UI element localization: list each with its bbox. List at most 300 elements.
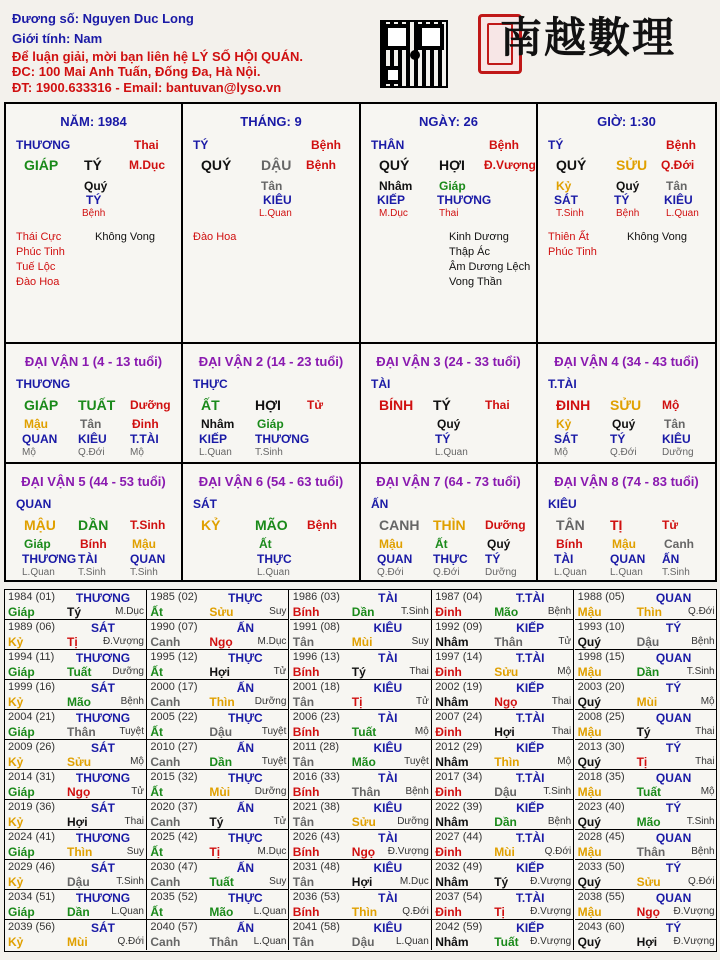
year-stage: Mộ	[700, 696, 715, 707]
year-stem: Đinh	[435, 905, 462, 919]
hidden-stem: Nhâm	[201, 417, 235, 431]
hidden-stage: L.Quan	[554, 567, 587, 578]
dai-van-stage: Bệnh	[307, 518, 337, 532]
year-branch: Mão	[494, 605, 519, 619]
year-ten-god: KIÊU	[373, 621, 403, 635]
year-stage: Đ.Vượng	[530, 906, 572, 917]
year-cell	[432, 650, 574, 680]
year-stem: Ất	[150, 785, 164, 799]
year-branch: Tuất	[636, 785, 662, 799]
hidden-stage: Bệnh	[616, 208, 640, 219]
year-branch: Dậu	[209, 725, 233, 739]
year-ten-god: TÝ	[665, 621, 682, 635]
year-cell	[147, 740, 289, 770]
year-ten-god: KIÊU	[373, 921, 403, 935]
year-stage: L.Quan	[395, 936, 429, 947]
pillar-stage-top: Bệnh	[311, 138, 341, 152]
year-cell	[575, 680, 717, 710]
year-stage: Bệnh	[691, 846, 715, 857]
hidden-god: TÝ	[610, 432, 626, 446]
year-cell	[147, 860, 289, 890]
pillar-ten-god: THÂN	[371, 138, 405, 152]
year-stem: Nhâm	[435, 635, 469, 649]
year-stem: Quý	[577, 755, 601, 769]
year-label: 2000 (17)	[150, 681, 198, 693]
year-branch: Hợi	[67, 815, 88, 829]
year-branch: Ngọ	[67, 785, 91, 799]
year-stage: Suy	[269, 876, 287, 887]
year-stage: Đ.Vượng	[387, 846, 429, 857]
hidden-stage: L.Quan	[610, 567, 643, 578]
year-stage: Mộ	[130, 756, 144, 767]
year-branch: Mùi	[67, 935, 88, 949]
year-ten-god: TÀI	[378, 591, 398, 605]
dai-van-6	[183, 464, 361, 582]
dai-van-3	[361, 344, 538, 464]
year-branch: Thìn	[494, 755, 520, 769]
year-cell	[5, 680, 147, 710]
year-cell	[5, 770, 147, 800]
year-branch: Mùi	[494, 845, 515, 859]
hidden-stage: L.Quan	[259, 208, 292, 219]
pillar-stem: GIÁP	[24, 157, 59, 173]
annual-luck-grid	[4, 589, 717, 952]
hidden-stage: Mộ	[130, 447, 144, 458]
pillar-stem: QUÝ	[556, 157, 587, 173]
year-stem: Canh	[150, 875, 181, 889]
year-stem: Bính	[292, 785, 320, 799]
year-branch: Dậu	[494, 785, 517, 799]
year-label: 1992 (09)	[435, 621, 483, 633]
year-label: 2032 (49)	[435, 861, 483, 873]
star-label: Không Vong	[95, 231, 155, 243]
star-label: Vong Thần	[449, 276, 503, 288]
hidden-god: QUAN	[377, 552, 413, 566]
year-stem: Canh	[150, 935, 181, 949]
year-stem: Ất	[150, 725, 164, 739]
year-stage: Dưỡng	[397, 816, 429, 827]
hidden-god: QUAN	[130, 552, 166, 566]
year-branch: Tý	[209, 815, 224, 829]
year-stem: Kỷ	[8, 635, 24, 649]
year-label: 2016 (33)	[292, 771, 340, 783]
year-cell	[290, 740, 432, 770]
year-stage: Q.Đới	[117, 936, 144, 947]
pillar-branch: TÝ	[84, 157, 102, 173]
year-label: 1988 (05)	[577, 591, 625, 603]
year-ten-god: QUAN	[655, 651, 692, 665]
dai-van-stage: Mộ	[662, 398, 680, 412]
year-branch: Tị	[351, 695, 363, 709]
year-ten-god: TÀI	[378, 771, 398, 785]
year-stage: M.Dục	[115, 606, 144, 617]
pillar-stage: Q.Đới	[661, 158, 695, 172]
year-ten-god: T.TÀI	[515, 891, 545, 905]
contact-invite: Để luận giải, mời bạn liên hệ LÝ SỐ HỘI QUÁN.	[12, 49, 303, 64]
year-cell	[432, 920, 574, 950]
year-ten-god: TÝ	[665, 741, 682, 755]
year-label: 2036 (53)	[292, 891, 340, 903]
year-label: 2034 (51)	[8, 891, 56, 903]
dai-van-branch: THÌN	[433, 517, 466, 533]
year-ten-god: KIÊU	[373, 741, 403, 755]
address: ĐC: 100 Mai Anh Tuấn, Đống Đa, Hà Nội.	[12, 64, 261, 79]
year-stem: Nhâm	[435, 875, 469, 889]
year-cell	[290, 650, 432, 680]
year-branch: Ngọ	[351, 845, 376, 859]
year-stem: Canh	[150, 635, 181, 649]
year-stem: Giáp	[8, 785, 35, 799]
year-label: 1991 (08)	[292, 621, 340, 633]
year-branch: Tị	[636, 755, 648, 769]
year-stem: Nhâm	[435, 755, 469, 769]
year-label: 2009 (26)	[8, 741, 56, 753]
star-label: Phúc Tinh	[16, 246, 65, 258]
year-ten-god: KIẾP	[516, 861, 545, 875]
year-branch: Thìn	[67, 845, 93, 859]
hidden-stage: Q.Đới	[433, 567, 460, 578]
year-label: 2039 (56)	[8, 921, 56, 933]
year-cell	[147, 710, 289, 740]
year-stem: Ất	[150, 605, 164, 619]
year-stage: Đ.Vượng	[102, 636, 144, 647]
year-stem: Bính	[292, 845, 320, 859]
pillar-stage-top: Bệnh	[489, 138, 519, 152]
year-cell	[147, 680, 289, 710]
dai-van-ten-god: KIÊU	[548, 497, 577, 511]
pillar-title: NĂM: 1984	[60, 114, 127, 129]
year-label: 2029 (46)	[8, 861, 56, 873]
dai-van-7	[361, 464, 538, 582]
year-cell	[290, 830, 432, 860]
year-ten-god: SÁT	[91, 681, 115, 695]
hidden-stem: Bính	[80, 537, 107, 551]
year-cell	[5, 830, 147, 860]
year-stage: L.Quan	[111, 906, 144, 917]
year-stage: Thai	[551, 696, 572, 707]
year-label: 2027 (44)	[435, 831, 483, 843]
hidden-god: THƯƠNG	[22, 552, 77, 566]
year-stage: M.Dục	[257, 846, 287, 857]
year-stage: Bệnh	[547, 606, 572, 617]
hidden-stem: Quý	[84, 179, 108, 193]
year-label: 2021 (38)	[292, 801, 340, 813]
hidden-stem: Ất	[259, 537, 272, 551]
qr-code-icon[interactable]	[380, 20, 448, 88]
year-ten-god: KIÊU	[373, 801, 403, 815]
year-ten-god: T.TÀI	[515, 651, 545, 665]
year-branch: Dậu	[351, 935, 375, 949]
year-cell	[432, 860, 574, 890]
dai-van-8	[538, 464, 715, 582]
hidden-stage: Dưỡng	[662, 447, 694, 458]
year-label: 2026 (43)	[292, 831, 340, 843]
year-stem: Canh	[150, 755, 181, 769]
hidden-stem: Mậu	[24, 417, 48, 431]
year-stage: Tuyệt	[404, 756, 429, 767]
year-stem: Đinh	[435, 665, 462, 679]
year-stem: Kỷ	[8, 815, 24, 829]
year-stage: Suy	[269, 606, 287, 617]
year-ten-god: THƯƠNG	[75, 771, 131, 785]
year-stem: Giáp	[8, 605, 35, 619]
year-label: 2038 (55)	[577, 891, 625, 903]
year-branch: Sửu	[67, 755, 92, 769]
dai-van-ten-god: QUAN	[16, 497, 52, 511]
year-ten-god: KIÊU	[373, 861, 403, 875]
year-stage: Q.Đới	[402, 906, 429, 917]
dai-van-title: ĐẠI VẬN 6 (54 - 63 tuổi)	[198, 474, 344, 489]
year-stage: Suy	[411, 636, 429, 647]
pillar-2	[361, 104, 538, 344]
year-ten-god: SÁT	[91, 621, 115, 635]
year-ten-god: THỰC	[228, 771, 263, 785]
year-stage: Mộ	[557, 666, 572, 677]
dai-van-stage: Dưỡng	[485, 518, 526, 532]
dai-van-title: ĐẠI VẬN 5 (44 - 53 tuổi)	[21, 474, 166, 489]
year-label: 2004 (21)	[8, 711, 56, 723]
dai-van-ten-god: THƯƠNG	[16, 377, 71, 391]
year-ten-god: TÝ	[665, 921, 682, 935]
year-branch: Tý	[351, 665, 366, 679]
year-cell	[432, 620, 574, 650]
hidden-stage: T.Sinh	[255, 447, 283, 458]
year-stem: Tân	[292, 755, 315, 769]
star-label: Đào Hoa	[193, 231, 237, 243]
year-ten-god: ẤN	[236, 741, 255, 755]
year-stage: Tử	[131, 786, 144, 797]
year-cell	[290, 860, 432, 890]
dai-van-stem: TÂN	[556, 517, 585, 533]
year-stem: Nhâm	[435, 815, 469, 829]
year-ten-god: TÝ	[665, 861, 682, 875]
year-label: 2003 (20)	[577, 681, 625, 693]
year-ten-god: THỰC	[228, 891, 263, 905]
phone-email: ĐT: 1900.633316 - Email: bantuvan@lyso.vn	[12, 80, 282, 95]
year-stem: Quý	[577, 875, 601, 889]
year-label: 2031 (48)	[292, 861, 340, 873]
year-branch: Tuất	[209, 875, 234, 889]
year-stem: Quý	[577, 635, 601, 649]
year-label: 2002 (19)	[435, 681, 483, 693]
year-branch: Ngọ	[494, 695, 518, 709]
dai-van-stage: Dưỡng	[130, 398, 171, 412]
year-stem: Mậu	[577, 905, 602, 919]
year-cell	[147, 890, 289, 920]
hidden-stage: Bệnh	[82, 208, 106, 219]
year-cell	[575, 860, 717, 890]
year-branch: Hợi	[494, 725, 515, 739]
dai-van-stem: BÍNH	[379, 397, 414, 413]
year-cell	[432, 830, 574, 860]
year-cell	[290, 890, 432, 920]
year-stem: Mậu	[577, 605, 602, 619]
hidden-stem: Quý	[437, 417, 461, 431]
dai-van-stage: Tử	[307, 398, 324, 412]
hidden-stage: Mộ	[22, 447, 36, 458]
pillar-stars-right	[627, 230, 687, 245]
year-stem: Đinh	[435, 605, 462, 619]
year-ten-god: THỰC	[228, 711, 263, 725]
hidden-stem: Tân	[261, 179, 283, 193]
year-stem: Bính	[292, 905, 320, 919]
hidden-stem: Nhâm	[379, 179, 413, 193]
year-stem: Quý	[577, 815, 601, 829]
pillar-ten-god: TÝ	[548, 138, 564, 152]
year-ten-god: SÁT	[91, 861, 115, 875]
year-stem: Mậu	[577, 785, 602, 799]
year-cell	[147, 650, 289, 680]
year-ten-god: SÁT	[91, 801, 115, 815]
year-ten-god: THƯƠNG	[75, 891, 131, 905]
year-ten-god: ẤN	[236, 621, 255, 635]
hidden-stem: Mậu	[379, 537, 403, 551]
year-ten-god: KIẾP	[516, 921, 545, 935]
year-cell	[575, 800, 717, 830]
hidden-god: TÝ	[614, 193, 630, 207]
year-stem: Bính	[292, 725, 320, 739]
hidden-stem: Quý	[487, 537, 511, 551]
year-label: 2041 (58)	[292, 921, 340, 933]
year-label: 2020 (37)	[150, 801, 198, 813]
pillar-3	[538, 104, 715, 344]
year-stage: T.Sinh	[686, 816, 715, 827]
year-branch: Tuất	[67, 665, 92, 679]
year-stage: T.Sinh	[686, 666, 715, 677]
dai-van-2	[183, 344, 361, 464]
year-stage: Bệnh	[120, 696, 144, 707]
year-ten-god: THỰC	[228, 591, 263, 605]
year-cell	[5, 620, 147, 650]
pillar-stage: Bệnh	[306, 158, 336, 172]
pillar-stars-right	[95, 230, 155, 245]
pillar-branch: DẬU	[261, 157, 292, 173]
year-ten-god: SÁT	[91, 921, 115, 935]
dai-van-stem: ĐINH	[556, 397, 591, 413]
year-label: 2011 (28)	[292, 741, 340, 753]
year-ten-god: ẤN	[236, 801, 255, 815]
hidden-god: KIÊU	[78, 432, 107, 446]
year-ten-god: TÝ	[665, 801, 682, 815]
year-ten-god: KIẾP	[516, 801, 545, 815]
hidden-god: THƯƠNG	[255, 432, 310, 446]
year-cell	[575, 620, 717, 650]
year-label: 2042 (59)	[435, 921, 483, 933]
hidden-god: KIÊU	[664, 193, 693, 207]
dai-van-title: ĐẠI VẬN 3 (24 - 33 tuổi)	[376, 354, 521, 369]
year-stage: Bệnh	[691, 636, 715, 647]
year-cell	[147, 830, 289, 860]
hidden-stem: Giáp	[257, 417, 284, 431]
year-cell	[5, 920, 147, 950]
year-label: 2012 (29)	[435, 741, 483, 753]
dai-van-title: ĐẠI VẬN 1 (4 - 13 tuổi)	[24, 354, 163, 369]
hidden-stem: Đinh	[132, 417, 159, 431]
hidden-god: KIÊU	[263, 193, 292, 207]
year-cell	[5, 740, 147, 770]
year-stage: T.Sinh	[116, 876, 144, 887]
dai-van-title: ĐẠI VẬN 7 (64 - 73 tuổi)	[376, 474, 521, 489]
year-branch: Sửu	[494, 665, 519, 679]
hidden-god: QUAN	[22, 432, 58, 446]
year-label: 2017 (34)	[435, 771, 483, 783]
year-label: 2025 (42)	[150, 831, 198, 843]
year-label: 2037 (54)	[435, 891, 483, 903]
year-branch: Thìn	[636, 605, 662, 619]
year-label: 2040 (57)	[150, 921, 198, 933]
year-ten-god: KIÊU	[373, 681, 403, 695]
year-branch: Dậu	[636, 635, 660, 649]
year-stage: L.Quan	[253, 906, 287, 917]
year-label: 2033 (50)	[577, 861, 625, 873]
star-label: Kinh Dương	[449, 231, 509, 243]
year-cell	[290, 800, 432, 830]
year-stage: Mộ	[557, 756, 572, 767]
year-ten-god: SÁT	[91, 741, 115, 755]
hidden-god: TÀI	[554, 552, 574, 566]
pillar-stars-left	[193, 230, 236, 245]
dai-van-branch: HỢI	[255, 397, 281, 413]
pillar-branch: SỬU	[616, 157, 648, 173]
gender: Giới tính: Nam	[12, 31, 103, 46]
year-branch: Hợi	[351, 875, 373, 889]
year-stem: Tân	[292, 695, 315, 709]
year-ten-god: ẤN	[236, 921, 255, 935]
hidden-stage: L.Quan	[435, 447, 468, 458]
dai-van-stage: Thai	[485, 398, 510, 412]
hidden-stem: Quý	[612, 417, 636, 431]
year-stem: Ất	[150, 905, 164, 919]
year-label: 2001 (18)	[292, 681, 340, 693]
hidden-god: SÁT	[554, 432, 578, 446]
dai-van-title: ĐẠI VẬN 4 (34 - 43 tuổi)	[554, 354, 699, 369]
year-ten-god: KIẾP	[516, 741, 545, 755]
hidden-stage: T.Sinh	[662, 567, 690, 578]
year-cell	[432, 680, 574, 710]
hidden-stem: Bính	[556, 537, 583, 551]
year-stem: Nhâm	[435, 935, 469, 949]
year-label: 2005 (22)	[150, 711, 198, 723]
year-label: 2022 (39)	[435, 801, 483, 813]
year-branch: Mão	[67, 695, 91, 709]
year-cell	[290, 710, 432, 740]
star-label: Thái Cực	[16, 231, 62, 243]
year-stem: Tân	[292, 635, 315, 649]
year-stem: Bính	[292, 605, 320, 619]
pillar-title: GIỜ: 1:30	[597, 114, 656, 129]
year-label: 2024 (41)	[8, 831, 56, 843]
year-stage: Dưỡng	[254, 786, 287, 797]
year-ten-god: KIẾP	[516, 681, 545, 695]
pillar-branch: HỢI	[439, 157, 465, 173]
year-stage: Thai	[409, 666, 429, 677]
year-branch: Thân	[636, 845, 666, 859]
year-branch: Tị	[67, 635, 78, 649]
pillar-1	[183, 104, 361, 344]
hidden-stem: Kỷ	[556, 417, 572, 431]
year-label: 2023 (40)	[577, 801, 625, 813]
year-stem: Quý	[577, 695, 601, 709]
year-cell	[290, 620, 432, 650]
year-stage: Đ.Vượng	[673, 936, 715, 947]
hidden-stem: Giáp	[439, 179, 466, 193]
year-branch: Hợi	[209, 665, 230, 679]
hidden-stage: M.Dục	[379, 208, 408, 219]
star-label: Âm Dương Lệch	[449, 261, 531, 273]
year-branch: Mão	[209, 905, 234, 919]
year-cell	[575, 710, 717, 740]
year-branch: Hợi	[636, 935, 658, 949]
